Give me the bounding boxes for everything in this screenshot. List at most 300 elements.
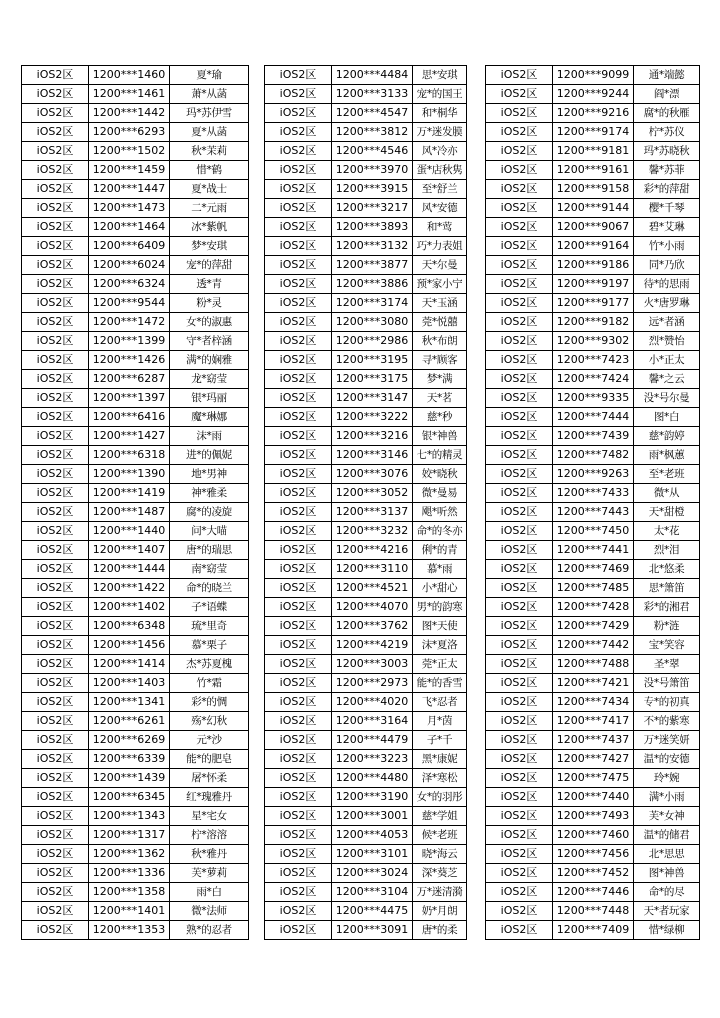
- table-row: [22, 636, 249, 655]
- player-name-cell: 图*白: [634, 408, 700, 427]
- server-cell: iOS2区: [265, 294, 332, 313]
- server-cell: iOS2区: [486, 598, 553, 617]
- player-name-cell: 粉*灵: [170, 294, 249, 313]
- account-id-cell: 1200***9263: [553, 465, 634, 484]
- server-cell: iOS2区: [265, 788, 332, 807]
- server-cell: iOS2区: [265, 693, 332, 712]
- account-id-cell: 1200***3762: [332, 617, 413, 636]
- server-cell: iOS2区: [22, 180, 89, 199]
- account-id-cell: 1200***1461: [89, 85, 170, 104]
- player-name-cell: 玲*婉: [634, 769, 700, 788]
- player-name-cell: 萧*从菡: [170, 85, 249, 104]
- server-cell: iOS2区: [265, 769, 332, 788]
- player-name-cell: 芙*女神: [634, 807, 700, 826]
- player-name-cell: 柠*苏仪: [634, 123, 700, 142]
- server-cell: iOS2区: [22, 598, 89, 617]
- player-name-cell: 泽*寒松: [413, 769, 467, 788]
- table-row: [22, 161, 249, 180]
- table-row: [486, 123, 700, 142]
- player-name-cell: 专*的初真: [634, 693, 700, 712]
- account-id-cell: 1200***1502: [89, 142, 170, 161]
- account-id-cell: 1200***7452: [553, 864, 634, 883]
- table-row: [265, 921, 467, 940]
- table-row: [22, 541, 249, 560]
- table-row: [486, 275, 700, 294]
- table-row: [486, 560, 700, 579]
- account-id-cell: 1200***3080: [332, 313, 413, 332]
- account-id-cell: 1200***7469: [553, 560, 634, 579]
- player-name-cell: 子*千: [413, 731, 467, 750]
- account-id-cell: 1200***7429: [553, 617, 634, 636]
- server-cell: iOS2区: [486, 275, 553, 294]
- server-cell: iOS2区: [22, 104, 89, 123]
- account-id-cell: 1200***9067: [553, 218, 634, 237]
- account-id-cell: 1200***9244: [553, 85, 634, 104]
- server-cell: iOS2区: [486, 826, 553, 845]
- player-name-cell: 女*的淑惠: [170, 313, 249, 332]
- player-name-cell: 太*花: [634, 522, 700, 541]
- table-row: [486, 902, 700, 921]
- player-name-cell: 女*的羽彤: [413, 788, 467, 807]
- player-name-cell: 二*元雨: [170, 199, 249, 218]
- server-cell: iOS2区: [265, 275, 332, 294]
- account-id-cell: 1200***4547: [332, 104, 413, 123]
- player-name-cell: 彩*的惆: [170, 693, 249, 712]
- account-id-cell: 1200***9335: [553, 389, 634, 408]
- player-name-cell: 宠*的国王: [413, 85, 467, 104]
- table-row: [265, 807, 467, 826]
- account-id-cell: 1200***4475: [332, 902, 413, 921]
- table-row: [265, 484, 467, 503]
- account-id-cell: 1200***1460: [89, 66, 170, 85]
- server-cell: iOS2区: [22, 617, 89, 636]
- server-cell: iOS2区: [486, 408, 553, 427]
- server-cell: iOS2区: [486, 674, 553, 693]
- player-name-cell: 寻*顾客: [413, 351, 467, 370]
- player-name-cell: 火*唐罗琳: [634, 294, 700, 313]
- player-name-cell: 竹*霜: [170, 674, 249, 693]
- player-name-cell: 樱*千琴: [634, 199, 700, 218]
- server-cell: iOS2区: [265, 522, 332, 541]
- player-name-cell: 能*的肥皂: [170, 750, 249, 769]
- player-name-cell: 微*从: [634, 484, 700, 503]
- server-cell: iOS2区: [486, 351, 553, 370]
- account-id-cell: 1200***6345: [89, 788, 170, 807]
- player-table-3: [485, 65, 700, 940]
- account-id-cell: 1200***3132: [332, 237, 413, 256]
- account-id-cell: 1200***6348: [89, 617, 170, 636]
- table-row: [265, 313, 467, 332]
- server-cell: iOS2区: [265, 503, 332, 522]
- player-name-cell: 馨*苏菲: [634, 161, 700, 180]
- account-id-cell: 1200***4053: [332, 826, 413, 845]
- table-row: [22, 389, 249, 408]
- player-name-cell: 黑*康妮: [413, 750, 467, 769]
- player-name-cell: 夏*瑜: [170, 66, 249, 85]
- server-cell: iOS2区: [486, 389, 553, 408]
- server-cell: iOS2区: [486, 750, 553, 769]
- table-row: [486, 66, 700, 85]
- account-id-cell: 1200***3195: [332, 351, 413, 370]
- server-cell: iOS2区: [265, 826, 332, 845]
- player-name-cell: 腐*的秋雁: [634, 104, 700, 123]
- table-row: [486, 446, 700, 465]
- player-name-cell: 杰*苏夏槐: [170, 655, 249, 674]
- account-id-cell: 1200***7475: [553, 769, 634, 788]
- table-row: [486, 332, 700, 351]
- player-name-cell: 秋*布朗: [413, 332, 467, 351]
- account-id-cell: 1200***7488: [553, 655, 634, 674]
- table-row: [22, 560, 249, 579]
- account-id-cell: 1200***7485: [553, 579, 634, 598]
- server-cell: iOS2区: [486, 313, 553, 332]
- server-cell: iOS2区: [22, 218, 89, 237]
- account-id-cell: 1200***3223: [332, 750, 413, 769]
- account-id-cell: 1200***3175: [332, 370, 413, 389]
- server-cell: iOS2区: [265, 332, 332, 351]
- player-name-cell: 竹*小雨: [634, 237, 700, 256]
- account-id-cell: 1200***1447: [89, 180, 170, 199]
- server-cell: iOS2区: [265, 237, 332, 256]
- player-name-cell: 馨*之云: [634, 370, 700, 389]
- table-row: [486, 313, 700, 332]
- player-name-cell: 红*瑰雅丹: [170, 788, 249, 807]
- player-name-cell: 屠*怀柔: [170, 769, 249, 788]
- table-row: [265, 66, 467, 85]
- server-cell: iOS2区: [265, 465, 332, 484]
- server-cell: iOS2区: [22, 332, 89, 351]
- server-cell: iOS2区: [486, 503, 553, 522]
- table-row: [265, 655, 467, 674]
- server-cell: iOS2区: [22, 712, 89, 731]
- account-id-cell: 1200***3232: [332, 522, 413, 541]
- table-row: [22, 408, 249, 427]
- account-id-cell: 1200***3147: [332, 389, 413, 408]
- server-cell: iOS2区: [22, 541, 89, 560]
- player-name-cell: 柠*溶溶: [170, 826, 249, 845]
- table-row: [486, 750, 700, 769]
- account-id-cell: 1200***1402: [89, 598, 170, 617]
- server-cell: iOS2区: [265, 712, 332, 731]
- table-row: [486, 826, 700, 845]
- account-id-cell: 1200***3110: [332, 560, 413, 579]
- server-cell: iOS2区: [486, 636, 553, 655]
- server-cell: iOS2区: [265, 199, 332, 218]
- account-id-cell: 1200***1403: [89, 674, 170, 693]
- server-cell: iOS2区: [265, 161, 332, 180]
- player-name-cell: 小*正太: [634, 351, 700, 370]
- table-row: [265, 237, 467, 256]
- server-cell: iOS2区: [22, 408, 89, 427]
- table-row: [265, 199, 467, 218]
- server-cell: iOS2区: [22, 389, 89, 408]
- account-id-cell: 1200***1459: [89, 161, 170, 180]
- table-row: [265, 617, 467, 636]
- server-cell: iOS2区: [22, 256, 89, 275]
- table-row: [265, 788, 467, 807]
- table-row: [486, 636, 700, 655]
- table-row: [265, 693, 467, 712]
- table-row: [265, 845, 467, 864]
- player-name-cell: 待*的思雨: [634, 275, 700, 294]
- table-row: [22, 579, 249, 598]
- table-row: [265, 902, 467, 921]
- account-id-cell: 1200***3091: [332, 921, 413, 940]
- player-name-cell: 星*宅女: [170, 807, 249, 826]
- table-row: [22, 807, 249, 826]
- table-row: [486, 807, 700, 826]
- table-row: [265, 503, 467, 522]
- account-id-cell: 1200***3886: [332, 275, 413, 294]
- table-row: [265, 826, 467, 845]
- server-cell: iOS2区: [486, 769, 553, 788]
- table-row: [265, 598, 467, 617]
- account-id-cell: 1200***9197: [553, 275, 634, 294]
- table-row: [486, 389, 700, 408]
- table-row: [265, 579, 467, 598]
- account-id-cell: 1200***1414: [89, 655, 170, 674]
- account-id-cell: 1200***7460: [553, 826, 634, 845]
- table-row: [22, 465, 249, 484]
- player-name-cell: 银*神兽: [413, 427, 467, 446]
- table-row: [265, 332, 467, 351]
- player-name-cell: 熟*的忍者: [170, 921, 249, 940]
- server-cell: iOS2区: [265, 484, 332, 503]
- account-id-cell: 1200***3970: [332, 161, 413, 180]
- server-cell: iOS2区: [22, 883, 89, 902]
- table-row: [22, 693, 249, 712]
- player-name-cell: 碧*艾琳: [634, 218, 700, 237]
- player-name-cell: 微*法师: [170, 902, 249, 921]
- player-name-cell: 远*者涵: [634, 313, 700, 332]
- player-name-cell: 至*老班: [634, 465, 700, 484]
- server-cell: iOS2区: [22, 237, 89, 256]
- table-row: [22, 218, 249, 237]
- player-name-cell: 飓*听然: [413, 503, 467, 522]
- player-name-cell: 夏*从菡: [170, 123, 249, 142]
- table-row: [486, 598, 700, 617]
- account-id-cell: 1200***4219: [332, 636, 413, 655]
- table-row: [486, 370, 700, 389]
- server-cell: iOS2区: [22, 370, 89, 389]
- account-id-cell: 1200***3217: [332, 199, 413, 218]
- player-name-cell: 奶*月朗: [413, 902, 467, 921]
- table-row: [486, 408, 700, 427]
- account-id-cell: 1200***3877: [332, 256, 413, 275]
- table-row: [265, 104, 467, 123]
- account-id-cell: 1200***1487: [89, 503, 170, 522]
- account-id-cell: 1200***3024: [332, 864, 413, 883]
- account-id-cell: 1200***9181: [553, 142, 634, 161]
- account-id-cell: 1200***7428: [553, 598, 634, 617]
- table-row: [22, 142, 249, 161]
- account-id-cell: 1200***6318: [89, 446, 170, 465]
- table-row: [265, 560, 467, 579]
- server-cell: iOS2区: [265, 66, 332, 85]
- account-id-cell: 1200***1442: [89, 104, 170, 123]
- server-cell: iOS2区: [22, 503, 89, 522]
- player-name-cell: 圣*翠: [634, 655, 700, 674]
- table-row: [265, 465, 467, 484]
- table-row: [265, 712, 467, 731]
- server-cell: iOS2区: [486, 199, 553, 218]
- table-row: [22, 902, 249, 921]
- server-cell: iOS2区: [265, 750, 332, 769]
- server-cell: iOS2区: [486, 522, 553, 541]
- server-cell: iOS2区: [265, 636, 332, 655]
- server-cell: iOS2区: [265, 256, 332, 275]
- table-row: [22, 655, 249, 674]
- server-cell: iOS2区: [22, 294, 89, 313]
- table-row: [22, 503, 249, 522]
- account-id-cell: 1200***3216: [332, 427, 413, 446]
- server-cell: iOS2区: [265, 807, 332, 826]
- table-row: [486, 104, 700, 123]
- server-cell: iOS2区: [22, 864, 89, 883]
- table-row: [22, 750, 249, 769]
- server-cell: iOS2区: [265, 617, 332, 636]
- player-name-cell: 慈*学姐: [413, 807, 467, 826]
- table-row: [265, 294, 467, 313]
- player-name-cell: 龙*窈莹: [170, 370, 249, 389]
- player-name-cell: 男*的韵寒: [413, 598, 467, 617]
- server-cell: iOS2区: [265, 389, 332, 408]
- account-id-cell: 1200***7456: [553, 845, 634, 864]
- server-cell: iOS2区: [22, 845, 89, 864]
- account-id-cell: 1200***9161: [553, 161, 634, 180]
- account-id-cell: 1200***7493: [553, 807, 634, 826]
- server-cell: iOS2区: [265, 579, 332, 598]
- server-cell: iOS2区: [486, 370, 553, 389]
- server-cell: iOS2区: [265, 541, 332, 560]
- account-id-cell: 1200***3222: [332, 408, 413, 427]
- table-row: [22, 788, 249, 807]
- player-name-cell: 南*窈莹: [170, 560, 249, 579]
- account-id-cell: 1200***3893: [332, 218, 413, 237]
- player-name-cell: 北*思思: [634, 845, 700, 864]
- server-cell: iOS2区: [265, 446, 332, 465]
- player-name-cell: 至*舒兰: [413, 180, 467, 199]
- player-name-cell: 小*甜心: [413, 579, 467, 598]
- account-id-cell: 1200***1444: [89, 560, 170, 579]
- server-cell: iOS2区: [22, 560, 89, 579]
- account-id-cell: 1200***3190: [332, 788, 413, 807]
- server-cell: iOS2区: [486, 142, 553, 161]
- server-cell: iOS2区: [486, 560, 553, 579]
- table-row: [486, 712, 700, 731]
- table-row: [486, 617, 700, 636]
- table-row: [265, 731, 467, 750]
- account-id-cell: 1200***1440: [89, 522, 170, 541]
- player-name-cell: 元*沙: [170, 731, 249, 750]
- account-id-cell: 1200***1399: [89, 332, 170, 351]
- account-id-cell: 1200***7482: [553, 446, 634, 465]
- server-cell: iOS2区: [22, 750, 89, 769]
- server-cell: iOS2区: [486, 85, 553, 104]
- account-id-cell: 1200***9302: [553, 332, 634, 351]
- player-name-cell: 玛*苏伊雪: [170, 104, 249, 123]
- table-row: [265, 142, 467, 161]
- account-id-cell: 1200***6339: [89, 750, 170, 769]
- player-name-cell: 子*语蝶: [170, 598, 249, 617]
- server-cell: iOS2区: [22, 351, 89, 370]
- server-cell: iOS2区: [22, 655, 89, 674]
- server-cell: iOS2区: [486, 693, 553, 712]
- server-cell: iOS2区: [486, 617, 553, 636]
- server-cell: iOS2区: [265, 351, 332, 370]
- player-name-cell: 慈*韵婷: [634, 427, 700, 446]
- account-id-cell: 1200***3001: [332, 807, 413, 826]
- player-name-cell: 唐*的柔: [413, 921, 467, 940]
- table-row: [486, 294, 700, 313]
- player-name-cell: 七*的精灵: [413, 446, 467, 465]
- table-row: [22, 826, 249, 845]
- player-name-cell: 候*老班: [413, 826, 467, 845]
- player-name-cell: 微*曼易: [413, 484, 467, 503]
- table-row: [22, 427, 249, 446]
- table-row: [265, 446, 467, 465]
- player-name-cell: 没*号尔曼: [634, 389, 700, 408]
- account-id-cell: 1200***6287: [89, 370, 170, 389]
- account-id-cell: 1200***9164: [553, 237, 634, 256]
- player-name-cell: 图*天使: [413, 617, 467, 636]
- server-cell: iOS2区: [22, 446, 89, 465]
- player-name-cell: 守*者梓涵: [170, 332, 249, 351]
- server-cell: iOS2区: [22, 275, 89, 294]
- server-cell: iOS2区: [486, 161, 553, 180]
- server-cell: iOS2区: [22, 902, 89, 921]
- account-id-cell: 1200***7427: [553, 750, 634, 769]
- player-name-cell: 银*玛丽: [170, 389, 249, 408]
- player-name-cell: 烈*泪: [634, 541, 700, 560]
- server-cell: iOS2区: [486, 465, 553, 484]
- account-id-cell: 1200***7442: [553, 636, 634, 655]
- table-row: [486, 693, 700, 712]
- player-name-cell: 琉*里奇: [170, 617, 249, 636]
- table-row: [486, 541, 700, 560]
- table-row: [22, 275, 249, 294]
- server-cell: iOS2区: [486, 579, 553, 598]
- table-row: [265, 275, 467, 294]
- player-name-cell: 满*小雨: [634, 788, 700, 807]
- server-cell: iOS2区: [486, 712, 553, 731]
- player-name-cell: 俐*的青: [413, 541, 467, 560]
- player-name-cell: 烈*赞怡: [634, 332, 700, 351]
- server-cell: iOS2区: [486, 294, 553, 313]
- account-id-cell: 1200***3137: [332, 503, 413, 522]
- account-id-cell: 1200***7424: [553, 370, 634, 389]
- account-id-cell: 1200***4479: [332, 731, 413, 750]
- account-id-cell: 1200***7409: [553, 921, 634, 940]
- account-id-cell: 1200***1343: [89, 807, 170, 826]
- server-cell: iOS2区: [22, 921, 89, 940]
- server-cell: iOS2区: [265, 85, 332, 104]
- player-name-cell: 沫*夏洛: [413, 636, 467, 655]
- player-name-cell: 彩*的萍甜: [634, 180, 700, 199]
- server-cell: iOS2区: [265, 180, 332, 199]
- player-name-cell: 雨*枫蕙: [634, 446, 700, 465]
- account-id-cell: 1200***3812: [332, 123, 413, 142]
- account-id-cell: 1200***6324: [89, 275, 170, 294]
- table-row: [486, 85, 700, 104]
- player-name-cell: 通*端懿: [634, 66, 700, 85]
- account-id-cell: 1200***7450: [553, 522, 634, 541]
- account-id-cell: 1200***9099: [553, 66, 634, 85]
- player-name-cell: 天*茗: [413, 389, 467, 408]
- account-id-cell: 1200***7433: [553, 484, 634, 503]
- account-id-cell: 1200***6409: [89, 237, 170, 256]
- account-id-cell: 1200***1341: [89, 693, 170, 712]
